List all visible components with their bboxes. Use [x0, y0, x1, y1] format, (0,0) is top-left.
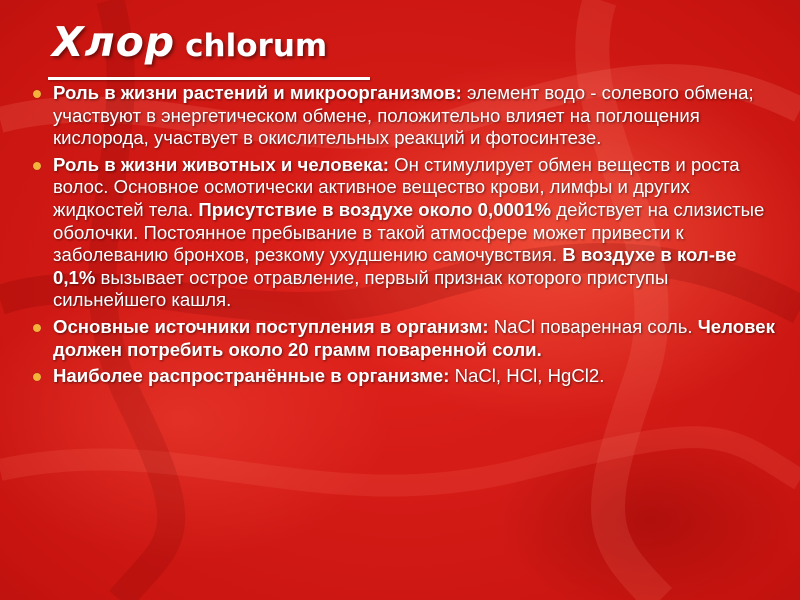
slide-title	[52, 18, 327, 66]
list-item	[33, 82, 778, 150]
item-heading: Наиболее распространённые в организме:	[53, 365, 450, 387]
item-text: NaCl, HCl, HgCl2.	[449, 365, 605, 387]
title-russian: Хлор	[52, 18, 176, 66]
item-text: NaCl поваренная соль.	[488, 315, 698, 337]
list-item	[33, 154, 778, 312]
bullet-dot-icon	[33, 162, 41, 170]
item-text: элемент водо - солевого обмена; участвуют в энергетическом обмене, положительно влияет на поглощения кислорода, участвует в окислительных реакций и фотосинтезе.	[53, 82, 754, 149]
title-underline	[48, 77, 370, 80]
item-bold-fragment: Человек должен потребить около 20 грамм поваренной соли.	[53, 315, 775, 360]
bullet-dot-icon	[33, 90, 41, 98]
item-heading: Роль в жизни животных и человека:	[53, 153, 389, 175]
title-latin: chlorum	[185, 28, 328, 64]
list-item	[33, 365, 778, 388]
bullet-list	[33, 82, 778, 392]
item-text: действует на слизистые оболочки. Постоянное пребывание в такой атмосфере может привести к заболеванию бронхов, резкому ухудшению самочувствия.	[53, 198, 765, 266]
item-text: Он стимулирует обмен веществ и роста волос. Основное осмотически активное вещество крови, лимфы и других жидкостей тела.	[53, 153, 740, 220]
item-heading: Основные источники поступления в организм:	[53, 315, 489, 337]
list-item	[33, 316, 778, 361]
item-heading: Роль в жизни растений и микроорганизмов:	[53, 82, 462, 103]
item-bold-fragment: В воздухе в кол-ве 0,1%	[53, 244, 737, 288]
bullet-dot-icon	[33, 324, 41, 332]
item-bold-fragment: Присутствие в воздухе около 0,0001%	[198, 198, 552, 220]
item-text: вызывает острое отравление, первый признак которого приступы сильнейшего кашля.	[53, 266, 669, 311]
bullet-dot-icon	[33, 373, 41, 381]
